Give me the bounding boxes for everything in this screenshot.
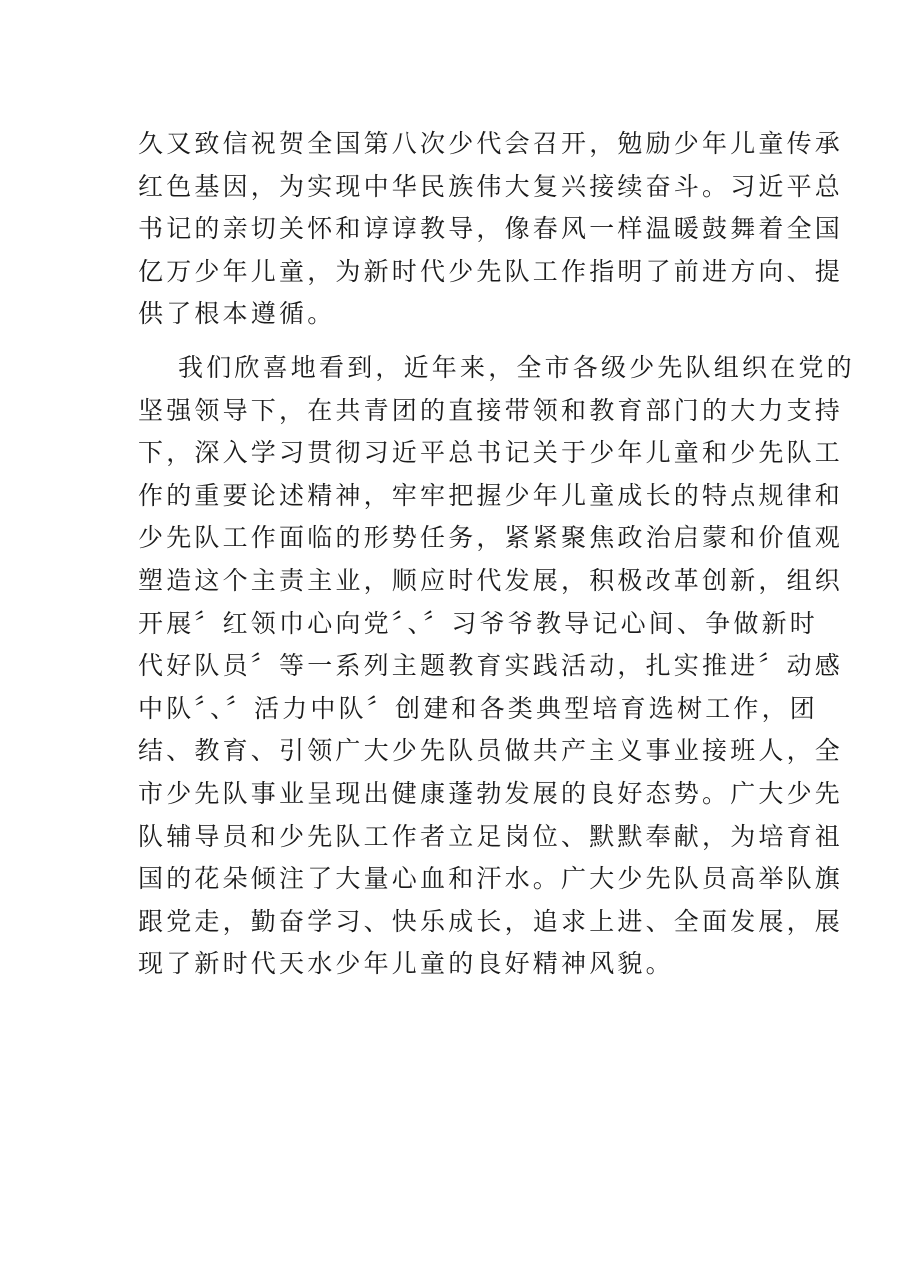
paragraph-1	[138, 124, 844, 334]
text-line: 队辅导员和少先队工作者立足岗位、默默奉献，为培育祖	[138, 821, 844, 851]
text-line: 代好队员〞等一系列主题教育实践活动，扎实推进〞动感	[138, 651, 844, 681]
paragraph-spacer	[138, 337, 778, 348]
text-line: 作的重要论述精神，牢牢把握少年儿童成长的特点规律和	[138, 480, 844, 510]
text-line: 结、教育、引领广大少先队员做共产主义事业接班人，全	[138, 736, 844, 766]
text-line: 塑造这个主责主业，顺应时代发展，积极改革创新，组织	[138, 565, 844, 595]
paragraph-2	[138, 348, 855, 984]
text-line: 市少先队事业呈现出健康蓬勃发展的良好态势。广大少先	[138, 778, 844, 808]
text-line: 坚强领导下，在共青团的直接带领和教育部门的大力支持	[138, 395, 844, 425]
text-line: 少先队工作面临的形势任务，紧紧聚焦政治启蒙和价值观	[138, 523, 844, 553]
text-line: 现了新时代天水少年儿童的良好精神风貌。	[138, 949, 674, 979]
text-line: 跟党走，勤奋学习、快乐成长，追求上进、全面发展，展	[138, 906, 844, 936]
text-line: 国的花朵倾注了大量心血和汗水。广大少先队员高举队旗	[138, 864, 844, 894]
text-line: 开展〞红领巾心向党〞、〞习爷爷教导记心间、争做新时	[138, 608, 819, 638]
text-line: 下，深入学习贯彻习近平总书记关于少年儿童和少先队工	[138, 438, 844, 468]
text-line: 亿万少年儿童，为新时代少先队工作指明了前进方向、提	[138, 256, 844, 286]
text-line: 书记的亲切关怀和谆谆教导，像春风一样温暖鼓舞着全国	[138, 214, 844, 244]
text-line: 久又致信祝贺全国第八次少代会召开，勉励少年儿童传承	[138, 129, 844, 158]
text-line: 供了根本遵循。	[138, 299, 336, 329]
text-line: 我们欣喜地看到，近年来，全市各级少先队组织在党的	[178, 352, 855, 382]
text-line: 中队〞、〞活力中队〞创建和各类典型培育选树工作，团	[138, 693, 819, 723]
text-line: 红色基因，为实现中华民族伟大复兴接续奋斗。习近平总	[138, 171, 844, 201]
body-text	[138, 124, 855, 987]
